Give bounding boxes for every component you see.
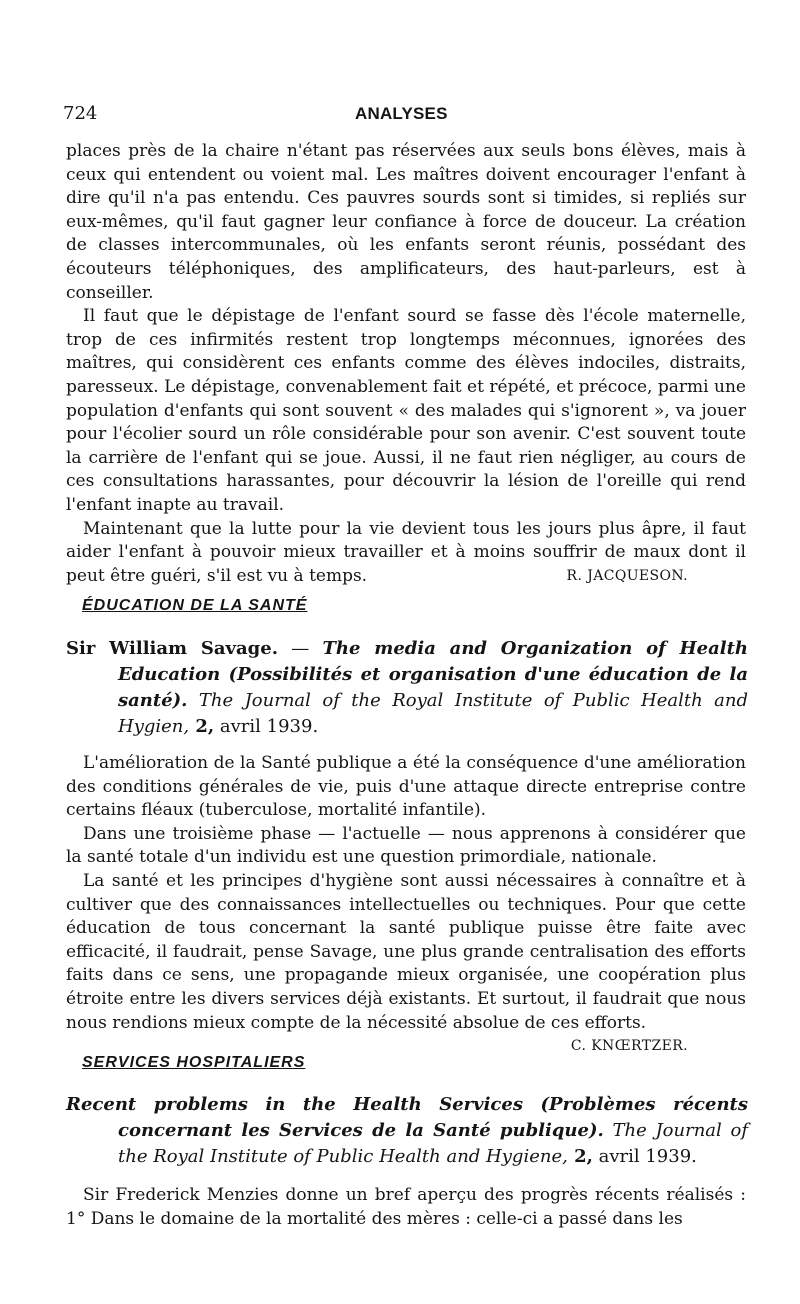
paragraph <box>66 518 746 589</box>
entry-journal: The Journal of the Royal Institute of Public Health and Hygien, <box>118 690 748 737</box>
paragraph: places près de la chaire n'étant pas réservées aux seuls bons élèves, mais à ceux qui entendent ou voient mal. Les maîtres doivent encourager l'enfant à dire qu'il n'a pas entendu. Ces pauvres sourds sont si timides, si repliés sur eux-mêmes, qu'il faut gagner leur confiance à force de douceur. La création de classes intercommunales, où les enfants seront réunis, possédant des écouteurs téléphoniques, des amplificateurs, des haut-parleurs, est à conseiller. <box>66 141 746 303</box>
paragraph-text: Maintenant que la lutte pour la vie devient tous les jours plus âpre, il faut aider l'enfant à pouvoir mieux travailler et à moins souffrir de maux dont il peut être guéri, s'il est vu à temps. <box>66 518 746 586</box>
entry-title: Recent problems in the Health Services (Problèmes récents concernant les Services de la Santé publique). <box>66 1094 748 1141</box>
entry-journal: The Journal of the Royal Institute of Public Health and Hygiene, <box>118 1120 748 1167</box>
review-body <box>66 1184 746 1231</box>
entry-author: Sir William Savage. <box>66 638 278 659</box>
page-number: 724 <box>63 103 98 124</box>
entry-title: The media and Organization of Health Education (Possibilités et organisation d'une éducation de la santé). <box>118 638 749 711</box>
section-heading: ÉDUCATION DE LA SANTÉ <box>82 597 308 614</box>
continued-review <box>66 140 746 588</box>
paragraph: La santé et les principes d'hygiène sont aussi nécessaires à connaître et à cultiver que des connaissances intellectuelles ou techniques. Pour que cette éducation de tous concernant la santé publique puisse être faite avec efficacité, il faudrait, pense Savage, une plus grande centralisation des efforts faits dans ce sens, une propagande mieux organisée, une coopération plus étroite entre les divers services déjà existants. Et surtout, il faudrait que nous nous rendions mieux compte de la nécessité absolue de ces efforts. <box>66 870 746 1033</box>
bibliographic-entry <box>66 1092 748 1170</box>
entry-dash: — <box>278 638 323 659</box>
entry-date: avril 1939. <box>592 1146 697 1167</box>
paragraph: L'amélioration de la Santé publique a été la conséquence d'une amélioration des conditions générales de vie, puis d'une attaque directe entreprise contre certains fléaux (tuberculose, mortalité infantile). <box>66 753 746 821</box>
reviewer-signature: C. KNŒRTZER. <box>570 1038 688 1055</box>
entry-date: avril 1939. <box>214 716 319 737</box>
section-heading: SERVICES HOSPITALIERS <box>82 1054 306 1071</box>
entry-volume: 2, <box>189 716 215 737</box>
running-head: ANALYSES <box>355 104 448 123</box>
review-body <box>66 752 746 1059</box>
entry-volume: 2, <box>567 1146 593 1167</box>
paragraph: Sir Frederick Menzies donne un bref aperçu des progrès récents réalisés : 1° Dans le domaine de la mortalité des mères : celle-ci a passé dans les <box>66 1185 746 1229</box>
paragraph: Dans une troisième phase — l'actuelle — nous apprenons à considérer que la santé totale d'un individu est une question primordiale, nationale. <box>66 823 746 868</box>
paragraph: Il faut que le dépistage de l'enfant sourd se fasse dès l'école maternelle, trop de ces infirmités restent trop longtemps méconnues, ignorées des maîtres, qui considèrent ces enfants comme des élèves indociles, distraits, paresseux. Le dépistage, convenablement fait et répété, et précoce, parmi une population d'enfants qui sont souvent « des malades qui s'ignorent », va jouer pour l'écolier sourd un rôle considérable pour son avenir. C'est souvent toute la carrière de l'enfant qui se joue. Aussi, il ne faut rien négliger, au cours de ces consultations harassantes, pour découvrir la lésion de l'oreille qui rend l'enfant inapte au travail. <box>66 306 746 515</box>
bibliographic-entry <box>66 636 748 740</box>
reviewer-signature: R. JACQUESON. <box>566 567 688 584</box>
